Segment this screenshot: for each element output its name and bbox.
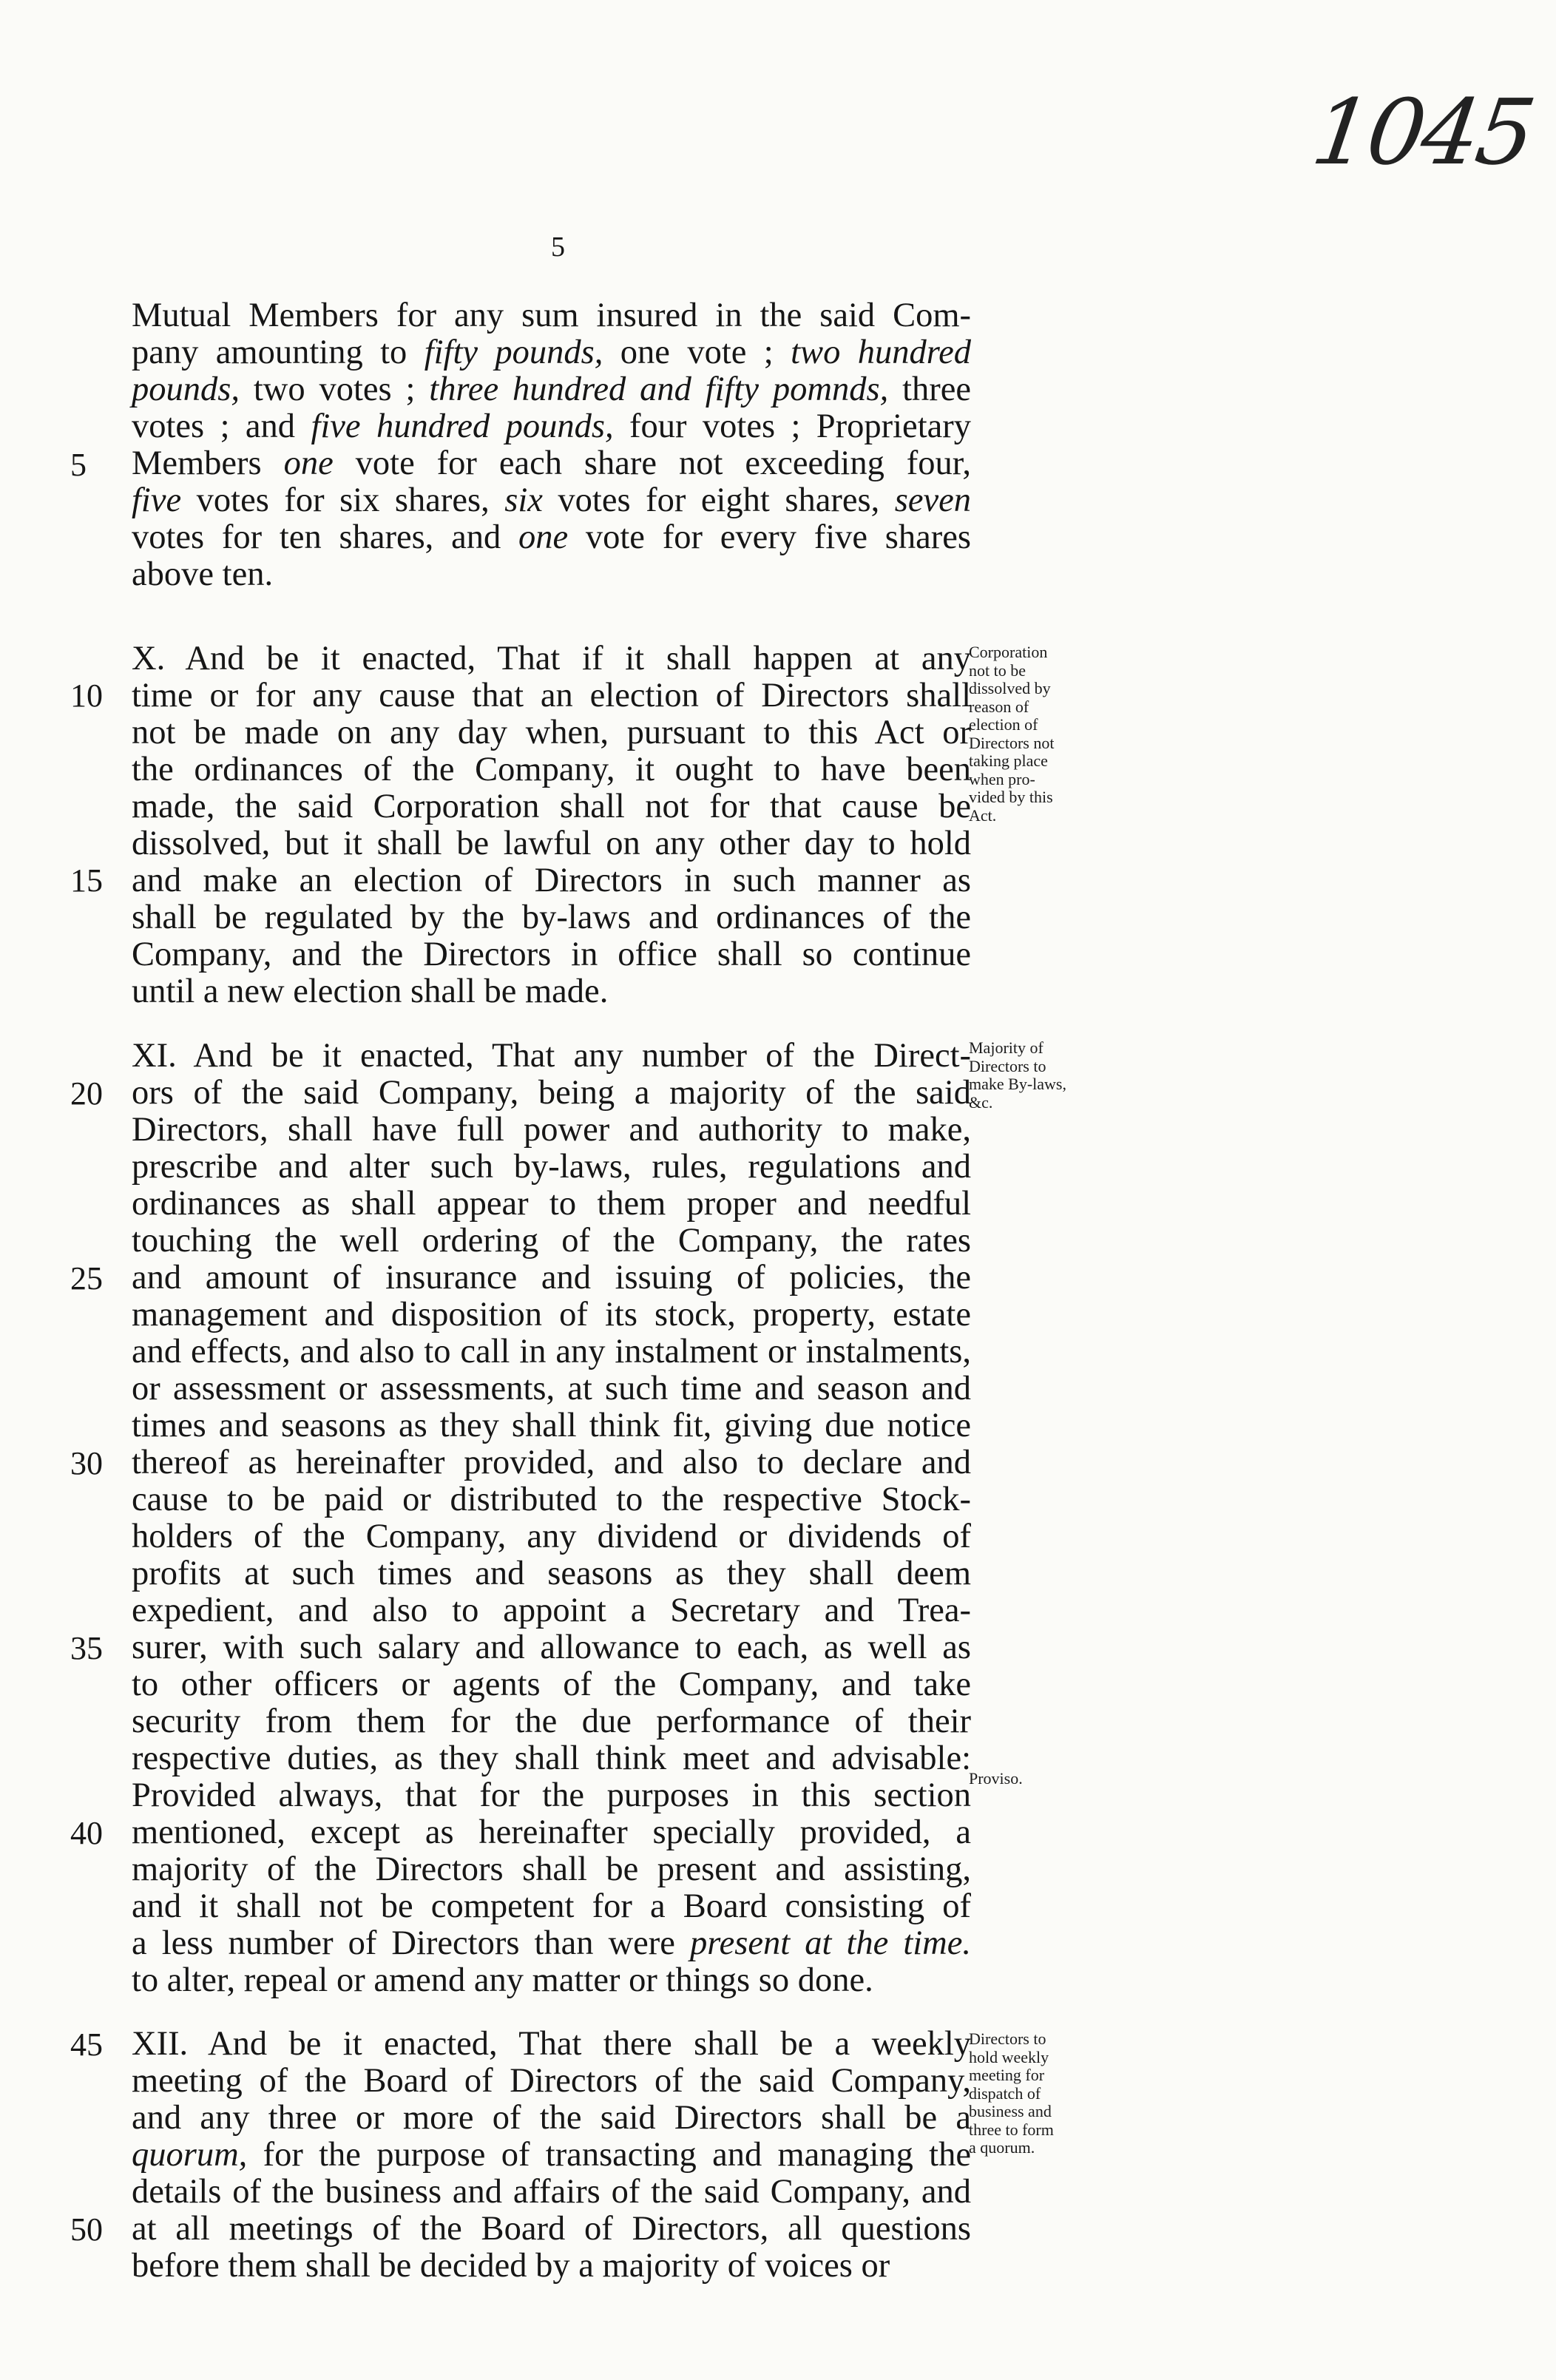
section-xi-text: security from them for the due performance of their bbox=[132, 1703, 971, 1740]
section-x-line bbox=[132, 936, 971, 973]
para-intro bbox=[132, 297, 971, 593]
line-number-50: 50 bbox=[70, 2211, 103, 2248]
margin-note-line: Proviso. bbox=[969, 1769, 1023, 1788]
section-xi-text: ordinances as shall appear to them proper and needful bbox=[132, 1185, 971, 1223]
section-xi-line bbox=[132, 1186, 971, 1223]
section-xi-text: and effects, and also to call in any instalment or instalments, bbox=[132, 1333, 971, 1370]
section-xi-text: to other officers or agents of the Company, and take bbox=[132, 1666, 971, 1703]
margin-note-line: Majority of bbox=[969, 1038, 1043, 1057]
section-x bbox=[132, 640, 971, 1010]
section-xi-text: Provided always, that for the purposes in this section bbox=[132, 1776, 971, 1814]
section-xi-line bbox=[132, 1592, 971, 1629]
section-xi-line bbox=[132, 1777, 971, 1814]
section-xi-line bbox=[132, 1112, 971, 1149]
section-xi-text: and amount of insurance and issuing of policies, the bbox=[132, 1259, 971, 1297]
section-xi-line bbox=[132, 1925, 971, 1962]
section-xi-line bbox=[132, 1149, 971, 1186]
para-intro-text: five bbox=[132, 481, 182, 519]
section-xii-line bbox=[132, 2100, 971, 2137]
para-intro-line bbox=[132, 297, 971, 334]
line-number-35: 35 bbox=[70, 1630, 103, 1666]
margin-note-corporation bbox=[969, 643, 1132, 825]
section-xii-line bbox=[132, 2137, 971, 2174]
line-number-45: 45 bbox=[70, 2026, 103, 2063]
section-xii-text: for the purpose of transacting and managing the bbox=[247, 2136, 971, 2174]
para-intro-line bbox=[132, 371, 971, 408]
section-xi-line bbox=[132, 1407, 971, 1444]
margin-note-proviso bbox=[969, 1770, 1132, 1788]
section-x-line bbox=[132, 677, 971, 714]
margin-note-line: Directors to bbox=[969, 1056, 1046, 1075]
section-x-line bbox=[132, 640, 971, 677]
margin-note-line: make By-laws, bbox=[969, 1075, 1066, 1093]
margin-note-line: meeting for bbox=[969, 2066, 1045, 2084]
section-xi-line bbox=[132, 1370, 971, 1407]
section-xi-text: surer, with such salary and allowance to each, as well as bbox=[132, 1629, 971, 1666]
section-xi-text: XI. And be it enacted, That any number of the Direct- bbox=[132, 1037, 971, 1075]
section-x-text: shall be regulated by the by-laws and ordinances of the bbox=[132, 899, 971, 936]
section-xi-line bbox=[132, 1297, 971, 1333]
margin-note-line: &c. bbox=[969, 1092, 993, 1112]
margin-note-line: hold weekly bbox=[969, 2047, 1049, 2066]
section-xi-text: respective duties, as they shall think meet and advisable: bbox=[132, 1740, 971, 1777]
line-number-15: 15 bbox=[70, 862, 103, 899]
section-x-line bbox=[132, 973, 971, 1010]
section-xi-text: touching the well ordering of the Company, the rates bbox=[132, 1222, 971, 1260]
line-number-20: 20 bbox=[70, 1075, 103, 1112]
margin-note-line: when pro- bbox=[969, 769, 1035, 788]
margin-note-line: election of bbox=[969, 715, 1038, 734]
section-xi-line bbox=[132, 1481, 971, 1518]
section-xii-line bbox=[132, 2174, 971, 2211]
section-x-line bbox=[132, 751, 971, 788]
para-intro-text: votes for ten shares, and bbox=[132, 518, 518, 556]
section-xi-line bbox=[132, 1223, 971, 1260]
section-xii-line bbox=[132, 2248, 971, 2285]
section-xi-line bbox=[132, 1851, 971, 1888]
line-number-25: 25 bbox=[70, 1260, 103, 1297]
section-xi-line bbox=[132, 1703, 971, 1740]
section-x-line bbox=[132, 899, 971, 936]
margin-note-line: three to form bbox=[969, 2120, 1054, 2139]
para-intro-text: one vote ; bbox=[603, 334, 791, 371]
para-intro-text: pounds, bbox=[132, 371, 240, 408]
para-intro-line bbox=[132, 556, 971, 593]
para-intro-text: votes ; and bbox=[132, 408, 311, 445]
section-xii-text: and any three or more of the said Directors shall be a bbox=[132, 2099, 971, 2137]
para-intro-text: votes for eight shares, bbox=[542, 481, 895, 519]
section-xi-text: present at the time. bbox=[690, 1924, 971, 1962]
section-xi-text: cause to be paid or distributed to the respective Stock- bbox=[132, 1481, 971, 1518]
para-intro-line bbox=[132, 482, 971, 519]
section-xi-line bbox=[132, 1555, 971, 1592]
para-intro-text: votes for six shares, bbox=[181, 481, 505, 519]
para-intro-text: five hundred pounds, bbox=[311, 408, 614, 445]
section-xi-text: and it shall not be competent for a Board consisting of bbox=[132, 1887, 971, 1925]
para-intro-text: seven bbox=[894, 481, 972, 519]
section-xi-line bbox=[132, 1444, 971, 1481]
para-intro-text: pany amounting to bbox=[132, 334, 424, 371]
section-xi-line bbox=[132, 1962, 971, 1999]
section-xi-text: Directors, shall have full power and authority to make, bbox=[132, 1111, 971, 1149]
para-intro-text: three hundred and fifty pomnds, bbox=[429, 371, 889, 408]
para-intro-text: three bbox=[888, 371, 972, 408]
section-xi bbox=[132, 1038, 971, 1999]
section-xii-line bbox=[132, 2211, 971, 2248]
margin-note-line: reason of bbox=[969, 697, 1029, 716]
para-intro-text: one bbox=[283, 444, 334, 482]
section-x-line bbox=[132, 714, 971, 751]
section-xi-line bbox=[132, 1888, 971, 1925]
para-intro-line bbox=[132, 408, 971, 445]
section-xii-line bbox=[132, 2026, 971, 2063]
margin-note-line: dissolved by bbox=[969, 679, 1051, 697]
para-intro-text: one bbox=[518, 518, 569, 556]
para-intro-text: Mutual Members for any sum insured in the said Com- bbox=[132, 297, 971, 334]
section-x-text: not be made on any day when, pursuant to this Act or bbox=[132, 714, 971, 751]
para-intro-line bbox=[132, 334, 971, 371]
para-intro-line bbox=[132, 519, 971, 556]
section-x-text: Company, and the Directors in office shall so continue bbox=[132, 936, 971, 973]
para-intro-text: above ten. bbox=[132, 555, 274, 593]
margin-note-line: dispatch of bbox=[969, 2083, 1041, 2103]
para-intro-text: two hundred bbox=[791, 334, 971, 371]
margin-note-line: vided by this bbox=[969, 788, 1053, 806]
section-xii bbox=[132, 2026, 971, 2285]
section-xi-line bbox=[132, 1260, 971, 1297]
section-xii-text: XII. And be it enacted, That there shall be a weekly bbox=[132, 2025, 971, 2063]
para-intro-text: vote for every five shares bbox=[568, 518, 971, 556]
section-xi-line bbox=[132, 1038, 971, 1075]
line-number-30: 30 bbox=[70, 1445, 103, 1481]
section-xii-line bbox=[132, 2063, 971, 2100]
para-intro-text: vote for each share not exceeding four, bbox=[333, 444, 972, 482]
section-x-line bbox=[132, 862, 971, 899]
section-xi-line bbox=[132, 1075, 971, 1112]
section-x-text: and make an election of Directors in such manner as bbox=[132, 862, 971, 899]
section-x-text: dissolved, but it shall be lawful on any other day to hold bbox=[132, 825, 971, 862]
margin-note-line: Directors not bbox=[969, 733, 1055, 752]
para-intro-text: four votes ; Proprietary bbox=[613, 408, 971, 445]
margin-note-line: Act. bbox=[969, 805, 997, 825]
section-xi-line bbox=[132, 1740, 971, 1777]
section-xii-text: before them shall be decided by a majority of voices or bbox=[132, 2247, 890, 2285]
section-xi-text: mentioned, except as hereinafter specially provided, a bbox=[132, 1813, 971, 1851]
para-intro-text: six bbox=[504, 481, 543, 519]
margin-note-line: business and bbox=[969, 2102, 1052, 2120]
section-xi-line bbox=[132, 1629, 971, 1666]
section-xi-text: prescribe and alter such by-laws, rules, regulations and bbox=[132, 1148, 971, 1186]
section-xi-text: profits at such times and seasons as they shall deem bbox=[132, 1555, 971, 1592]
line-number-40: 40 bbox=[70, 1815, 103, 1851]
section-xi-text: majority of the Directors shall be present and assisting, bbox=[132, 1850, 971, 1888]
para-intro-text: Members bbox=[132, 444, 284, 482]
section-x-line bbox=[132, 825, 971, 862]
para-intro-line bbox=[132, 445, 971, 482]
section-xii-text: details of the business and affairs of the said Company, and bbox=[132, 2173, 971, 2211]
para-intro-text: fifty pounds, bbox=[424, 334, 603, 371]
section-xi-text: times and seasons as they shall think fit, giving due notice bbox=[132, 1407, 971, 1444]
section-x-text: made, the said Corporation shall not for that cause be bbox=[132, 788, 971, 825]
section-xi-text: to alter, repeal or amend any matter or things so done. bbox=[132, 1961, 873, 1999]
margin-note-directors-weekly bbox=[969, 2030, 1132, 2157]
margin-note-line: not to be bbox=[969, 660, 1026, 680]
section-xi-text: holders of the Company, any dividend or dividends of bbox=[132, 1518, 971, 1555]
margin-note-line: a quorum. bbox=[969, 2138, 1035, 2157]
section-xi-text: ors of the said Company, being a majority of the said bbox=[132, 1074, 971, 1112]
section-xi-line bbox=[132, 1333, 971, 1370]
section-xi-line bbox=[132, 1518, 971, 1555]
margin-note-line: taking place bbox=[969, 751, 1048, 770]
section-xi-text: a less number of Directors than were bbox=[132, 1924, 690, 1962]
margin-note-line: Corporation bbox=[969, 643, 1048, 661]
margin-note-line: Directors to bbox=[969, 2029, 1046, 2048]
section-x-text: the ordinances of the Company, it ought to have been bbox=[132, 751, 971, 788]
section-xi-text: thereof as hereinafter provided, and also to declare and bbox=[132, 1444, 971, 1481]
section-xi-line bbox=[132, 1666, 971, 1703]
section-xi-text: expedient, and also to appoint a Secretary and Trea- bbox=[132, 1592, 971, 1629]
line-number-5: 5 bbox=[70, 447, 87, 483]
section-xi-line bbox=[132, 1814, 971, 1851]
margin-note-majority bbox=[969, 1039, 1132, 1112]
section-xi-text: management and disposition of its stock, property, estate bbox=[132, 1296, 971, 1333]
page-number: 5 bbox=[551, 231, 565, 263]
section-x-text: X. And be it enacted, That if it shall happen at any bbox=[132, 640, 971, 677]
section-x-text: time or for any cause that an election of Directors shall bbox=[132, 677, 971, 714]
section-xii-text: meeting of the Board of Directors of the said Company, bbox=[132, 2062, 971, 2100]
section-xii-text: quorum, bbox=[132, 2136, 248, 2174]
section-x-line bbox=[132, 788, 971, 825]
handwritten-folio: 1045 bbox=[1306, 80, 1539, 185]
section-xii-text: at all meetings of the Board of Directors, all questions bbox=[132, 2210, 971, 2248]
para-intro-text: two votes ; bbox=[239, 371, 430, 408]
section-x-text: until a new election shall be made. bbox=[132, 973, 609, 1010]
line-number-10: 10 bbox=[70, 677, 103, 714]
section-xi-text: or assessment or assessments, at such time and season and bbox=[132, 1370, 971, 1407]
